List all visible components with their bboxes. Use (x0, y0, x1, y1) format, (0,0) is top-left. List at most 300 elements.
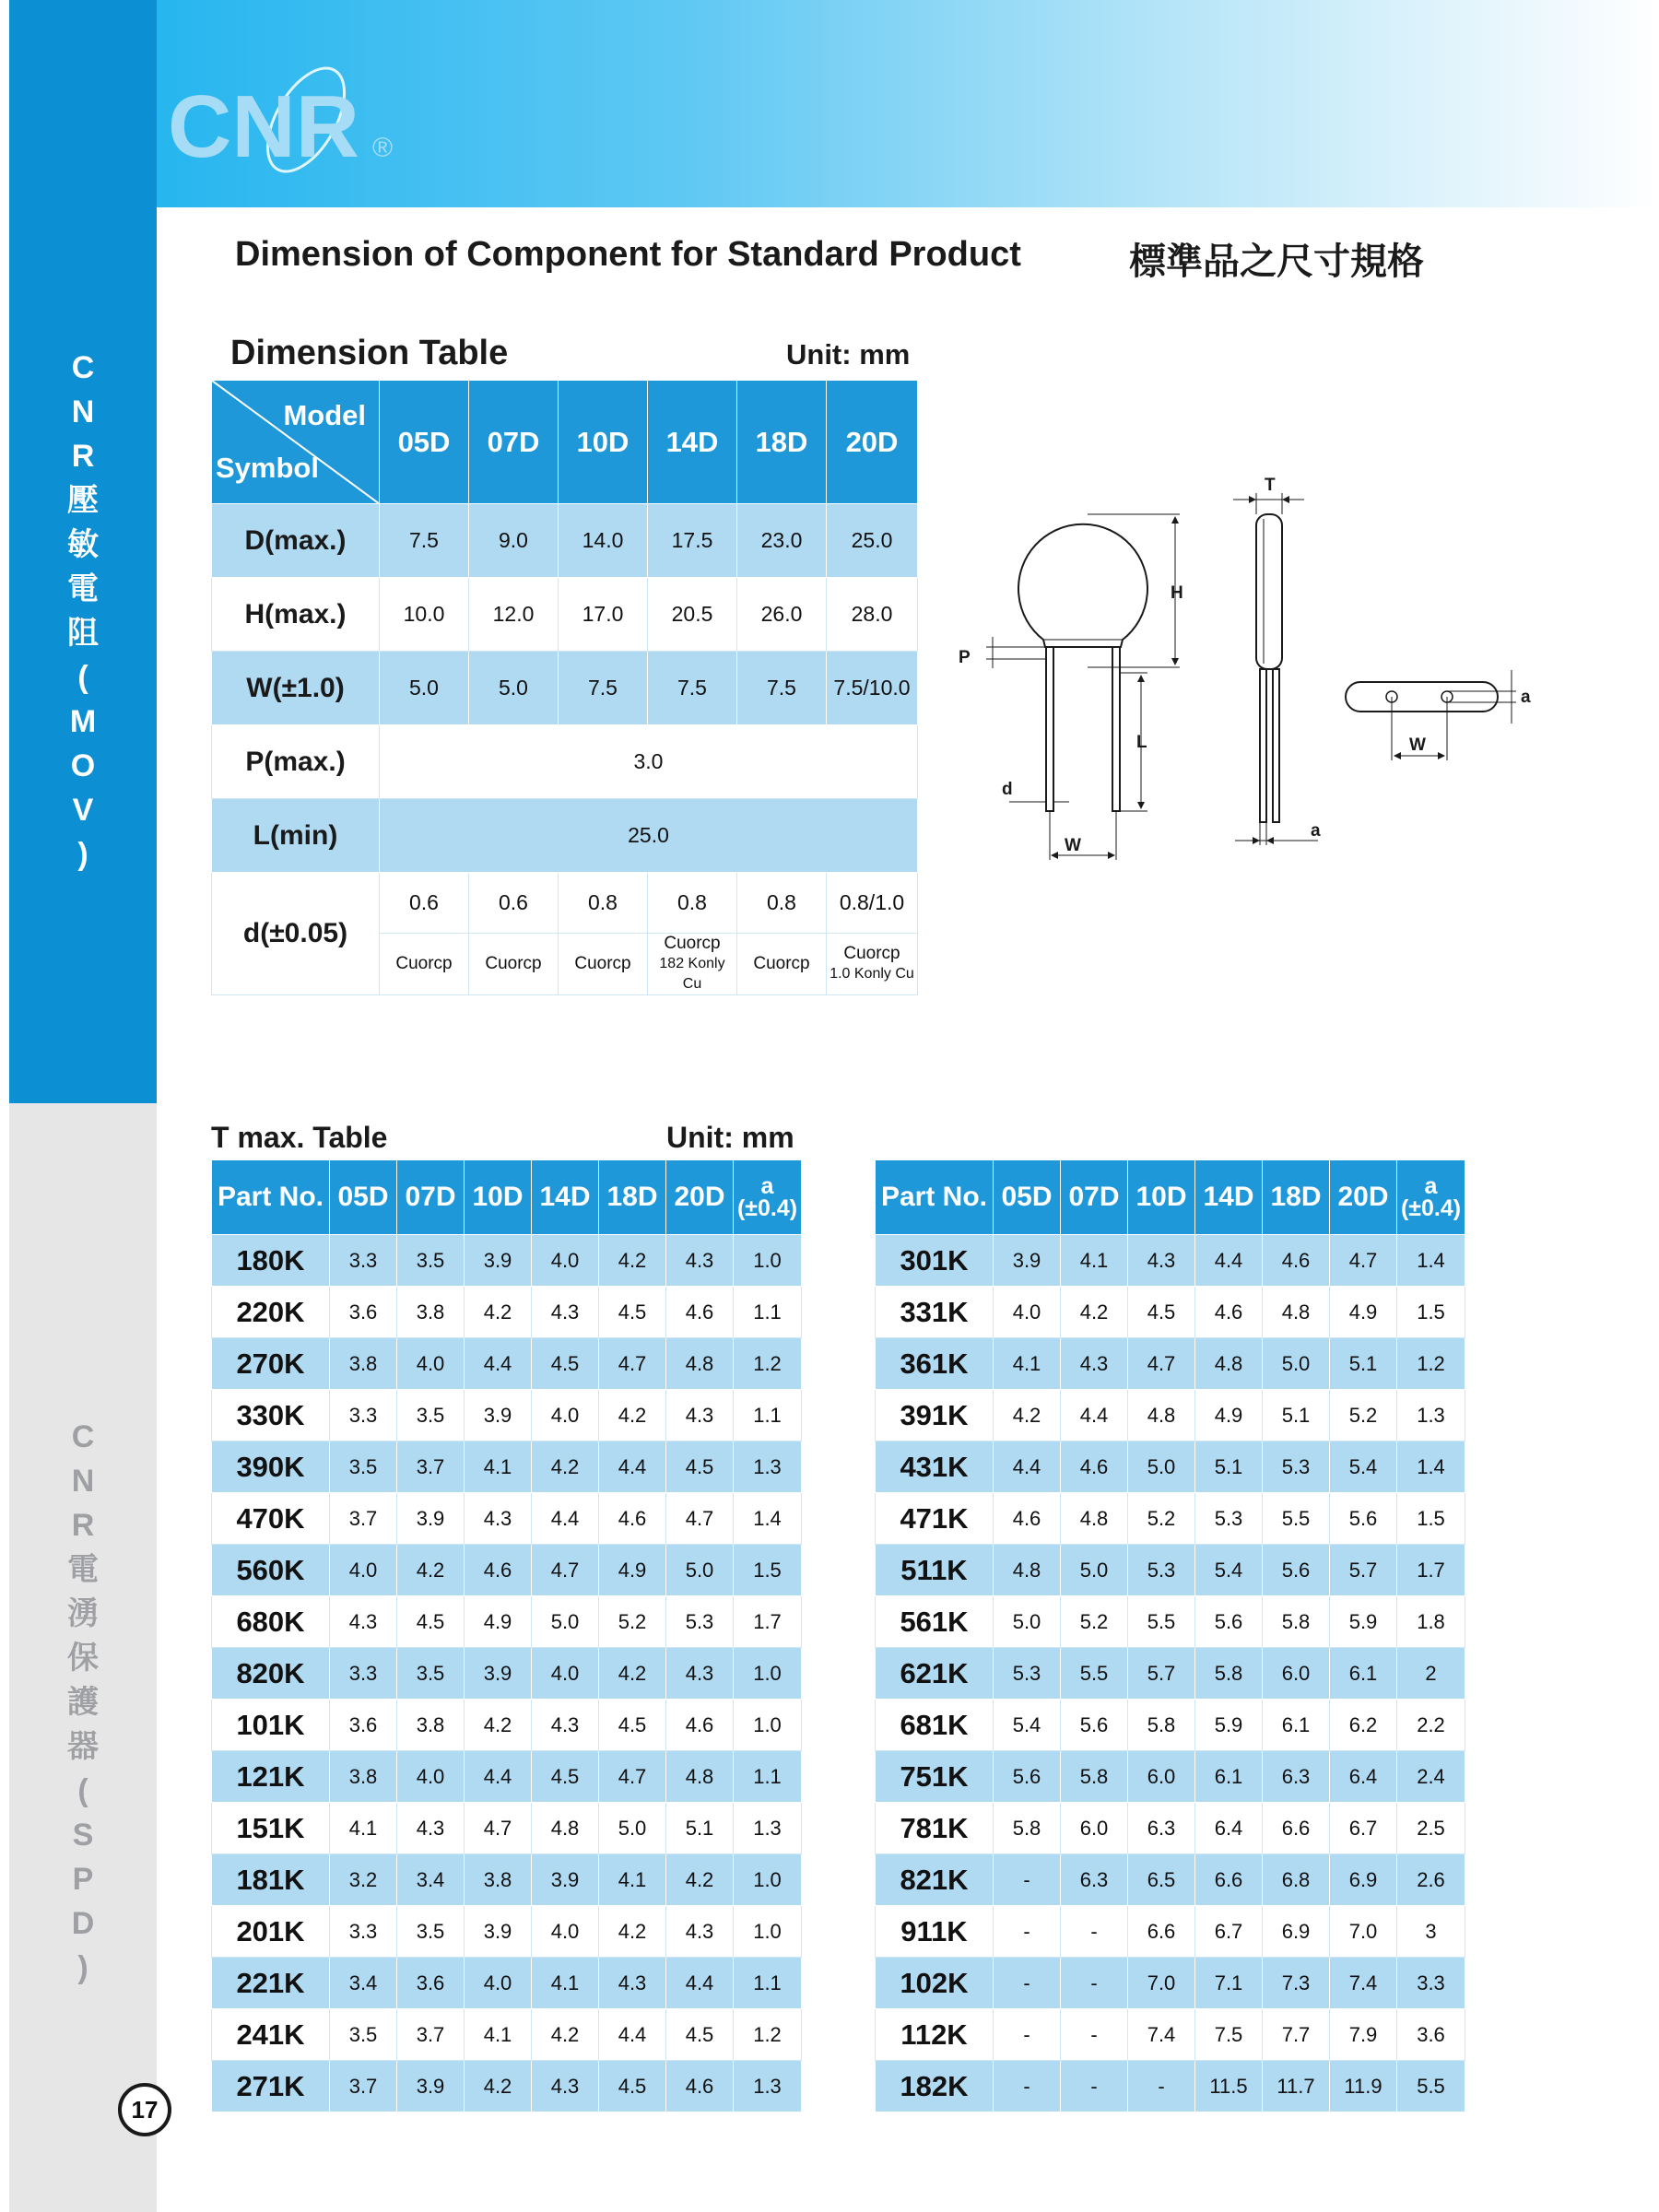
value-cell: 6.6 (1195, 1854, 1263, 1906)
table-row (876, 1545, 1465, 1596)
model-header: 07D (397, 1160, 465, 1235)
value-cell: 7.4 (1128, 2009, 1195, 2061)
value-cell: 4.0 (397, 1338, 465, 1390)
table-row (212, 1648, 802, 1700)
value-cell: 0.8 (559, 873, 648, 934)
value-cell: 5.7 (1330, 1545, 1397, 1596)
value-cell: 7.3 (1263, 1958, 1330, 2009)
value-cell: 4.9 (1195, 1390, 1263, 1441)
value-cell: 3.7 (397, 1441, 465, 1493)
sidebar-char: D (71, 1906, 95, 1941)
value-cell: 2.4 (1397, 1751, 1465, 1803)
model-header: 05D (994, 1160, 1061, 1235)
value-cell: 6.9 (1263, 1906, 1330, 1958)
value-cell: 3.2 (330, 1854, 397, 1906)
value-cell: 5.8 (1128, 1700, 1195, 1751)
material-note: Cuorcp (380, 934, 469, 995)
sidebar-char: 阻 (67, 616, 99, 651)
dimension-table-title: Dimension Table (230, 334, 509, 372)
value-cell: - (1061, 2009, 1128, 2061)
model-header: 10D (1128, 1160, 1195, 1235)
table-row (876, 1751, 1465, 1803)
value-cell: 4.5 (397, 1596, 465, 1648)
value-cell: 4.1 (532, 1958, 599, 2009)
value-cell: 4.1 (599, 1854, 666, 1906)
value-cell: 4.2 (599, 1906, 666, 1958)
value-cell: 20.5 (648, 578, 737, 652)
value-cell: 4.8 (1195, 1338, 1263, 1390)
symbol-cell: d(±0.05) (212, 873, 380, 995)
sidebar-char: R (71, 1508, 95, 1543)
sidebar-char: R (71, 439, 95, 474)
sidebar-label-spd (9, 1415, 157, 1990)
value-cell: 5.3 (1128, 1545, 1195, 1596)
tmax-header-row (212, 1160, 802, 1235)
value-cell: 4.6 (666, 2061, 734, 2112)
dimension-table-unit: Unit: mm (786, 338, 911, 371)
value-cell: - (1061, 2061, 1128, 2112)
value-cell: 6.8 (1263, 1854, 1330, 1906)
value-cell: 4.8 (994, 1545, 1061, 1596)
value-cell: 4.0 (465, 1958, 532, 2009)
value-cell: 1.0 (734, 1700, 802, 1751)
corner-cell (212, 381, 380, 504)
value-cell: 4.4 (994, 1441, 1061, 1493)
table-row (876, 1803, 1465, 1854)
value-cell: 4.2 (532, 2009, 599, 2061)
part-no-cell: 390K (212, 1441, 330, 1493)
value-cell: 1.0 (734, 1854, 802, 1906)
table-row (876, 1338, 1465, 1390)
table-row (876, 1854, 1465, 1906)
value-cell: 4.7 (465, 1803, 532, 1854)
sidebar-char: 電 (67, 571, 99, 606)
value-cell: 4.5 (666, 1441, 734, 1493)
page-title-cn: 標準品之尺寸規格 (1129, 241, 1424, 282)
value-cell: 25.0 (827, 504, 918, 578)
material-note: Cuorcp (737, 934, 827, 995)
part-no-cell: 241K (212, 2009, 330, 2061)
value-cell: 1.1 (734, 1751, 802, 1803)
value-cell: 1.5 (1397, 1287, 1465, 1338)
value-cell: 11.5 (1195, 2061, 1263, 2112)
part-no-cell: 102K (876, 1958, 994, 2009)
value-cell: 17.5 (648, 504, 737, 578)
value-cell: 3.4 (330, 1958, 397, 2009)
value-cell: 14.0 (559, 504, 648, 578)
value-cell: 0.6 (380, 873, 469, 934)
sidebar-char: M (69, 704, 97, 739)
side-lead-right (1273, 669, 1279, 822)
value-cell: 6.3 (1128, 1803, 1195, 1854)
part-no-cell: 621K (876, 1648, 994, 1700)
part-no-cell: 181K (212, 1854, 330, 1906)
corner-symbol-label: Symbol (216, 452, 319, 484)
value-cell: 4.5 (532, 1751, 599, 1803)
sidebar-char: ( (77, 660, 88, 695)
dimension-table (211, 380, 918, 995)
value-cell: 3.7 (330, 2061, 397, 2112)
value-cell: 0.8/1.0 (827, 873, 918, 934)
value-cell: 1.8 (1397, 1596, 1465, 1648)
side-lead-left (1260, 669, 1266, 822)
value-cell: 4.4 (1195, 1235, 1263, 1287)
value-cell: 4.2 (599, 1648, 666, 1700)
value-cell: 1.3 (734, 1441, 802, 1493)
sidebar-char: 電 (67, 1552, 99, 1587)
symbol-cell: W(±1.0) (212, 652, 380, 725)
symbol-cell: D(max.) (212, 504, 380, 578)
sidebar-char: P (72, 1862, 94, 1897)
tmax-header-row (876, 1160, 1465, 1235)
table-row (212, 2009, 802, 2061)
value-cell: 11.9 (1330, 2061, 1397, 2112)
value-cell: 2 (1397, 1648, 1465, 1700)
value-cell: 3.3 (330, 1390, 397, 1441)
part-no-cell: 201K (212, 1906, 330, 1958)
value-cell: 4.0 (330, 1545, 397, 1596)
value-cell: 5.1 (666, 1803, 734, 1854)
value-cell: 6.2 (1330, 1700, 1397, 1751)
a-header: a (±0.4) (1397, 1160, 1465, 1235)
value-cell: 4.3 (666, 1390, 734, 1441)
value-cell: 3.4 (397, 1854, 465, 1906)
value-cell: 4.5 (1128, 1287, 1195, 1338)
part-no-cell: 330K (212, 1390, 330, 1441)
value-cell: 11.7 (1263, 2061, 1330, 2112)
tmax-table-left (211, 1159, 802, 2112)
value-cell: 26.0 (737, 578, 827, 652)
model-header: 14D (1195, 1160, 1263, 1235)
value-cell: 3.9 (994, 1235, 1061, 1287)
value-cell: 4.2 (666, 1854, 734, 1906)
table-row (876, 1906, 1465, 1958)
model-header: 14D (648, 381, 737, 504)
value-cell: 7.5/10.0 (827, 652, 918, 725)
value-cell: 2.2 (1397, 1700, 1465, 1751)
model-header: 14D (532, 1160, 599, 1235)
value-cell: 3.6 (330, 1700, 397, 1751)
corner-model-label: Model (283, 399, 366, 431)
value-cell: 4.8 (1128, 1390, 1195, 1441)
symbol-cell: P(max.) (212, 725, 380, 799)
model-header: 18D (599, 1160, 666, 1235)
value-cell: 4.8 (666, 1338, 734, 1390)
sidebar-char: N (71, 1464, 95, 1499)
dim-row-d-wire (212, 873, 918, 934)
value-cell: 4.3 (666, 1235, 734, 1287)
table-row (876, 1596, 1465, 1648)
value-cell: 5.7 (1128, 1648, 1195, 1700)
value-cell: 7.0 (1330, 1906, 1397, 1958)
value-cell: 3.6 (1397, 2009, 1465, 2061)
sidebar-char: C (71, 350, 95, 385)
value-cell: 3.3 (1397, 1958, 1465, 2009)
value-cell: 7.4 (1330, 1958, 1397, 2009)
table-row (212, 1390, 802, 1441)
value-cell: 3.6 (330, 1287, 397, 1338)
symbol-cell: H(max.) (212, 578, 380, 652)
value-cell: 5.5 (1061, 1648, 1128, 1700)
value-cell: 5.3 (666, 1596, 734, 1648)
value-cell: 4.1 (465, 1441, 532, 1493)
value-cell: 3.0 (380, 725, 918, 799)
label-t: T (1265, 476, 1276, 495)
value-cell: 4.3 (532, 1287, 599, 1338)
disc-side (1256, 514, 1282, 669)
value-cell: 4.3 (599, 1958, 666, 2009)
value-cell: 5.1 (1263, 1390, 1330, 1441)
value-cell: 1.1 (734, 1390, 802, 1441)
value-cell: 7.5 (737, 652, 827, 725)
value-cell: 5.4 (1330, 1441, 1397, 1493)
value-cell: - (994, 1958, 1061, 2009)
value-cell: 4.4 (532, 1493, 599, 1545)
value-cell: - (994, 2009, 1061, 2061)
table-row (212, 1958, 802, 2009)
value-cell: 4.0 (994, 1287, 1061, 1338)
sidebar-char: ) (77, 837, 88, 872)
value-cell: 4.7 (1128, 1338, 1195, 1390)
lead-right (1112, 647, 1120, 811)
value-cell: 3.9 (465, 1906, 532, 1958)
sidebar-char: 護 (67, 1685, 99, 1720)
model-header: 05D (330, 1160, 397, 1235)
value-cell: - (994, 2061, 1061, 2112)
value-cell: 6.1 (1330, 1648, 1397, 1700)
sidebar-char: 保 (67, 1641, 99, 1676)
value-cell: 3.5 (397, 1648, 465, 1700)
value-cell: 4.4 (465, 1751, 532, 1803)
part-no-cell: 331K (876, 1287, 994, 1338)
value-cell: 4.8 (666, 1751, 734, 1803)
value-cell: 1.0 (734, 1648, 802, 1700)
value-cell: 6.5 (1128, 1854, 1195, 1906)
value-cell: 5.6 (1061, 1700, 1128, 1751)
value-cell: 5.5 (1397, 2061, 1465, 2112)
table-row (876, 2061, 1465, 2112)
part-no-cell: 271K (212, 2061, 330, 2112)
model-header: 07D (469, 381, 559, 504)
model-header: 20D (666, 1160, 734, 1235)
part-no-cell: 911K (876, 1906, 994, 1958)
value-cell: 4.2 (599, 1390, 666, 1441)
part-no-cell: 431K (876, 1441, 994, 1493)
value-cell: 25.0 (380, 799, 918, 873)
material-note: Cuorcp 182 Konly Cu (648, 934, 737, 995)
value-cell: 4.4 (465, 1338, 532, 1390)
value-cell: 5.0 (1263, 1338, 1330, 1390)
value-cell: 4.1 (465, 2009, 532, 2061)
value-cell: 1.4 (734, 1493, 802, 1545)
value-cell: 4.7 (666, 1493, 734, 1545)
value-cell: 3.7 (330, 1493, 397, 1545)
label-w-bottom: W (1409, 735, 1426, 755)
value-cell: 1.4 (1397, 1235, 1465, 1287)
part-no-cell: 221K (212, 1958, 330, 2009)
value-cell: 5.8 (1195, 1648, 1263, 1700)
value-cell: 5.9 (1330, 1596, 1397, 1648)
value-cell: 4.3 (532, 1700, 599, 1751)
dim-row-h-max (212, 578, 918, 652)
value-cell: 3.6 (397, 1958, 465, 2009)
label-d: d (1002, 780, 1013, 799)
value-cell: 4.3 (666, 1648, 734, 1700)
value-cell: 4.3 (1061, 1338, 1128, 1390)
value-cell: 1.3 (734, 1803, 802, 1854)
value-cell: 4.4 (666, 1958, 734, 2009)
value-cell: 5.0 (599, 1803, 666, 1854)
part-no-cell: 112K (876, 2009, 994, 2061)
part-no-cell: 781K (876, 1803, 994, 1854)
table-row (212, 1235, 802, 1287)
label-w: W (1065, 836, 1081, 855)
value-cell: 4.1 (994, 1338, 1061, 1390)
value-cell: 6.0 (1263, 1648, 1330, 1700)
value-cell: 4.2 (1061, 1287, 1128, 1338)
value-cell: 1.7 (734, 1596, 802, 1648)
value-cell: 5.1 (1330, 1338, 1397, 1390)
value-cell: 4.4 (599, 1441, 666, 1493)
value-cell: 6.0 (1061, 1803, 1128, 1854)
lead-left (1046, 647, 1053, 811)
dimension-header-row (212, 381, 918, 504)
table-row (876, 1287, 1465, 1338)
value-cell: 5.3 (994, 1648, 1061, 1700)
part-no-cell: 121K (212, 1751, 330, 1803)
part-no-cell: 471K (876, 1493, 994, 1545)
value-cell: 4.9 (1330, 1287, 1397, 1338)
value-cell: 4.9 (465, 1596, 532, 1648)
value-cell: 2.5 (1397, 1803, 1465, 1854)
disc-bottom (1346, 682, 1498, 712)
table-row (876, 1648, 1465, 1700)
dim-row-w (212, 652, 918, 725)
value-cell: 5.2 (599, 1596, 666, 1648)
disc-body (1018, 524, 1147, 647)
value-cell: 3.8 (465, 1854, 532, 1906)
value-cell: 7.7 (1263, 2009, 1330, 2061)
value-cell: 1.7 (1397, 1545, 1465, 1596)
value-cell: 4.2 (465, 1700, 532, 1751)
value-cell: 3.3 (330, 1235, 397, 1287)
value-cell: 4.2 (465, 1287, 532, 1338)
part-no-cell: 301K (876, 1235, 994, 1287)
value-cell: 3.9 (397, 1493, 465, 1545)
value-cell: 4.4 (1061, 1390, 1128, 1441)
sidebar-char: 器 (67, 1729, 99, 1764)
value-cell: 6.4 (1330, 1751, 1397, 1803)
symbol-cell: L(min) (212, 799, 380, 873)
value-cell: 6.4 (1195, 1803, 1263, 1854)
component-drawing (949, 465, 1539, 871)
value-cell: 4.8 (532, 1803, 599, 1854)
value-cell: 3.9 (465, 1235, 532, 1287)
value-cell: 7.5 (648, 652, 737, 725)
value-cell: 9.0 (469, 504, 559, 578)
value-cell: 3.9 (465, 1390, 532, 1441)
value-cell: 4.5 (599, 1287, 666, 1338)
part-no-cell: 511K (876, 1545, 994, 1596)
value-cell: 7.9 (1330, 2009, 1397, 2061)
value-cell: 5.8 (994, 1803, 1061, 1854)
material-note: Cuorcp (559, 934, 648, 995)
value-cell: 1.1 (734, 1958, 802, 2009)
value-cell: 4.3 (532, 2061, 599, 2112)
value-cell: 4.8 (1263, 1287, 1330, 1338)
value-cell: 5.0 (1061, 1545, 1128, 1596)
value-cell: 4.2 (465, 2061, 532, 2112)
value-cell: 4.6 (1263, 1235, 1330, 1287)
value-cell: 5.8 (1263, 1596, 1330, 1648)
cnr-logo (168, 65, 407, 184)
part-no-cell: 180K (212, 1235, 330, 1287)
value-cell: 6.3 (1061, 1854, 1128, 1906)
value-cell: 5.0 (666, 1545, 734, 1596)
sidebar-char: S (72, 1818, 94, 1853)
value-cell: 1.2 (734, 2009, 802, 2061)
value-cell: 4.3 (1128, 1235, 1195, 1287)
page-title: Dimension of Component for Standard Product (235, 235, 1021, 274)
value-cell: 17.0 (559, 578, 648, 652)
table-row (212, 1287, 802, 1338)
value-cell: 4.9 (599, 1545, 666, 1596)
value-cell: 4.8 (1061, 1493, 1128, 1545)
part-no-cell: 561K (876, 1596, 994, 1648)
value-cell: 7.1 (1195, 1958, 1263, 2009)
value-cell: 7.5 (559, 652, 648, 725)
tmax-table-title: T max. Table (211, 1121, 388, 1154)
model-header: 20D (1330, 1160, 1397, 1235)
value-cell: 3 (1397, 1906, 1465, 1958)
part-no-cell: 470K (212, 1493, 330, 1545)
value-cell: 3.3 (330, 1648, 397, 1700)
value-cell: 4.6 (666, 1700, 734, 1751)
value-cell: 23.0 (737, 504, 827, 578)
part-no-cell: 560K (212, 1545, 330, 1596)
value-cell: 12.0 (469, 578, 559, 652)
part-no-cell: 182K (876, 2061, 994, 2112)
value-cell: 5.6 (994, 1751, 1061, 1803)
value-cell: 4.5 (666, 2009, 734, 2061)
value-cell: 3.8 (397, 1700, 465, 1751)
value-cell: 0.6 (469, 873, 559, 934)
value-cell: 4.6 (1195, 1287, 1263, 1338)
value-cell: - (1061, 1958, 1128, 2009)
value-cell: 4.3 (397, 1803, 465, 1854)
value-cell: 6.1 (1195, 1751, 1263, 1803)
value-cell: 5.1 (1195, 1441, 1263, 1493)
value-cell: 3.9 (465, 1648, 532, 1700)
value-cell: 4.2 (599, 1235, 666, 1287)
part-no-cell: 820K (212, 1648, 330, 1700)
value-cell: 1.4 (1397, 1441, 1465, 1493)
value-cell: 4.0 (532, 1906, 599, 1958)
part-no-cell: 270K (212, 1338, 330, 1390)
value-cell: 4.5 (599, 1700, 666, 1751)
value-cell: 4.6 (599, 1493, 666, 1545)
model-header: 10D (465, 1160, 532, 1235)
value-cell: 4.7 (599, 1751, 666, 1803)
value-cell: 4.3 (330, 1596, 397, 1648)
value-cell: 5.6 (1263, 1545, 1330, 1596)
value-cell: 6.6 (1263, 1803, 1330, 1854)
model-header: 07D (1061, 1160, 1128, 1235)
value-cell: 4.3 (666, 1906, 734, 1958)
value-cell: 5.0 (994, 1596, 1061, 1648)
value-cell: 1.2 (1397, 1338, 1465, 1390)
value-cell: 4.5 (599, 2061, 666, 2112)
